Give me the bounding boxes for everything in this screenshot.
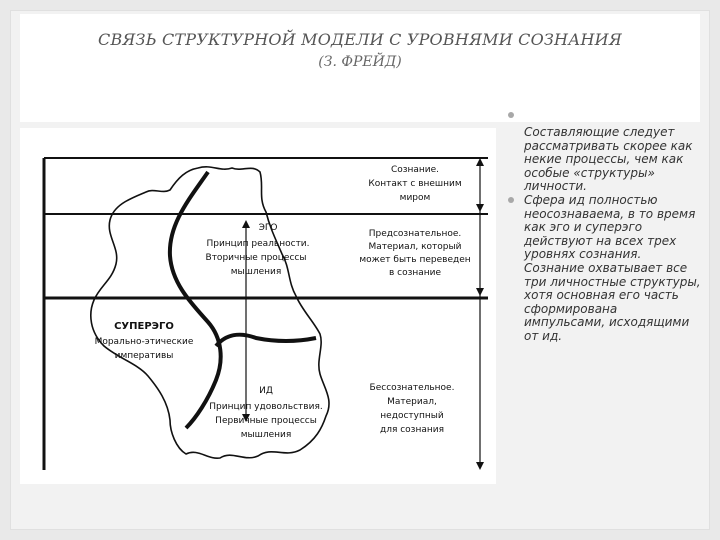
bullet-item (506, 116, 702, 194)
superego-line-2: Морально-этические (94, 337, 194, 347)
id-line-2: Принцип удовольствия. (209, 402, 323, 412)
unconscious-line-3: недоступный (380, 411, 444, 421)
preconscious-line-4: в сознание (388, 268, 442, 278)
consciousness-line-3: миром (399, 193, 431, 203)
ego-line-3: Вторичные процессы (205, 253, 307, 263)
bullet-list (506, 116, 702, 344)
ego-title: ЭГО (258, 223, 278, 233)
scale-arrow-conscious-icon (476, 204, 484, 212)
preconscious-line-3: может быть переведен (359, 255, 471, 265)
slide-title: СВЯЗЬ СТРУКТУРНОЙ МОДЕЛИ С УРОВНЯМИ СОЗНАНИЯ (98, 30, 622, 49)
consciousness-title: Сознание. (390, 165, 440, 175)
preconscious-line-2: Материал, который (368, 242, 462, 252)
bullet-text: Сфера ид полностью неосознаваема, в то время как эго и суперэго действуют на всех трех уровнях сознания. Сознание охватывает все три личностные структуры, хотя основная его часть сформирована импульсами, исходящими от ид. (524, 192, 701, 343)
superego-title: СУПЕРЭГО (114, 321, 174, 332)
ego-superego-divider (170, 172, 221, 428)
title-area (20, 14, 700, 122)
inner-arrow-up-icon (242, 220, 250, 228)
ego-line-2: Принцип реальности. (206, 239, 310, 249)
personality-outline (91, 167, 329, 458)
scale-arrow-bottom-icon (476, 462, 484, 470)
bullet-dot-icon (508, 112, 514, 118)
superego-line-3: императивы (114, 351, 174, 361)
ego-line-4: мышления (230, 267, 282, 277)
unconscious-title: Бессознательное. (369, 383, 455, 393)
unconscious-line-2: Материал, (387, 397, 437, 407)
scale-arrow-top-icon (476, 158, 484, 166)
diagram-svg (20, 128, 496, 484)
id-divider (216, 335, 316, 346)
bullet-item (506, 194, 702, 344)
freud-diagram (20, 128, 496, 484)
unconscious-line-4: для сознания (379, 425, 445, 435)
consciousness-line-2: Контакт с внешним (368, 179, 462, 189)
bullet-text: Составляющие следует рассматривать скорее как некие процессы, чем как особые «структуры» личности. (524, 125, 693, 194)
slide-subtitle: (З. ФРЕЙД) (318, 54, 402, 70)
scale-arrow-preconscious-icon (476, 288, 484, 296)
bullet-dot-icon (508, 197, 514, 203)
preconscious-title: Предсознательное. (368, 229, 462, 239)
id-line-4: мышления (240, 430, 292, 440)
id-title: ИД (259, 386, 273, 396)
id-line-3: Первичные процессы (215, 416, 317, 426)
